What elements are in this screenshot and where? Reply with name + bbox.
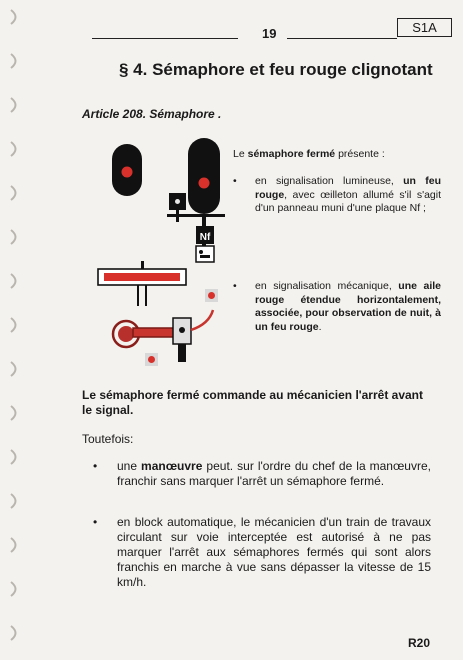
nf-plate-text: Nf <box>199 232 211 243</box>
binder-hole-icon <box>6 140 24 158</box>
semaphore-red-wing <box>104 273 180 281</box>
binder-hole-icon <box>6 492 24 510</box>
bullet-dot-icon: • <box>93 459 98 473</box>
main-statement: Le sémaphore fermé commande au mécanicien l'arrêt avant le signal. <box>82 388 423 417</box>
binder-hole-icon <box>6 184 24 202</box>
bullet-mechanical: • en signalisation mécanique, une aile rouge étendue horizontalement, associée, pour observation de nuit, à un feu rouge. <box>233 280 441 333</box>
binder-hole-icon <box>6 316 24 334</box>
binder-hole-icon <box>6 52 24 70</box>
binder-hole-icon <box>6 8 24 26</box>
tall-signal-red-light <box>199 178 210 189</box>
tall-signal-head <box>188 138 220 214</box>
small-signal-red-light <box>122 167 133 178</box>
intro-text: Le sémaphore fermé présente : <box>233 148 385 160</box>
binder-hole-icon <box>6 536 24 554</box>
binder-hole-icon <box>6 448 24 466</box>
toutefois-label: Toutefois: <box>82 432 134 446</box>
oeilleton-light <box>175 199 180 204</box>
binder-hole-icon <box>6 580 24 598</box>
section-title: § 4. Sémaphore et feu rouge clignotant <box>119 60 433 79</box>
header-rule-left <box>92 38 238 39</box>
intro-bold: sémaphore fermé <box>247 148 336 160</box>
article-title: Article 208. Sémaphore . <box>82 107 222 121</box>
binder-hole-icon <box>6 228 24 246</box>
footer-code: R20 <box>408 636 431 650</box>
bullet-dot-icon: • <box>233 175 237 187</box>
bullet-manoeuvre: • une manœuvre peut. sur l'ordre du chef de la manœuvre, franchir sans marquer l'arrêt un sémaphore fermé. <box>93 459 431 488</box>
header-rule-right <box>287 38 397 39</box>
binder-hole-icon <box>6 96 24 114</box>
binder-hole-icon <box>6 404 24 422</box>
page-number: 19 <box>262 26 277 41</box>
night-red-light <box>208 292 215 299</box>
bullet-dot-icon: • <box>93 515 98 529</box>
bullet-block-automatique: • en block automatique, le mécanicien d'un train de travaux circulant sur voie interceptée est autorisé à ne pas marquer l'arrêt aux sémaphores fermés qui sont alors franchis en marche à vue sans dépasser la vitesse de 15 km/h. <box>93 515 431 589</box>
binder-hole-icon <box>6 624 24 642</box>
document-reference-box: S1A <box>397 18 452 37</box>
mechanical-semaphore-illustration <box>95 258 230 388</box>
binder-hole-icon <box>6 272 24 290</box>
bullet-dot-icon: • <box>233 280 237 292</box>
mast-post <box>178 344 186 362</box>
bullet-luminous: • en signalisation lumineuse, un feu rouge, avec œilleton allumé s'il s'agit d'un panneau muni d'une plaque Nf ; <box>233 175 441 214</box>
binder-hole-icon <box>6 360 24 378</box>
lower-red-light <box>148 356 155 363</box>
